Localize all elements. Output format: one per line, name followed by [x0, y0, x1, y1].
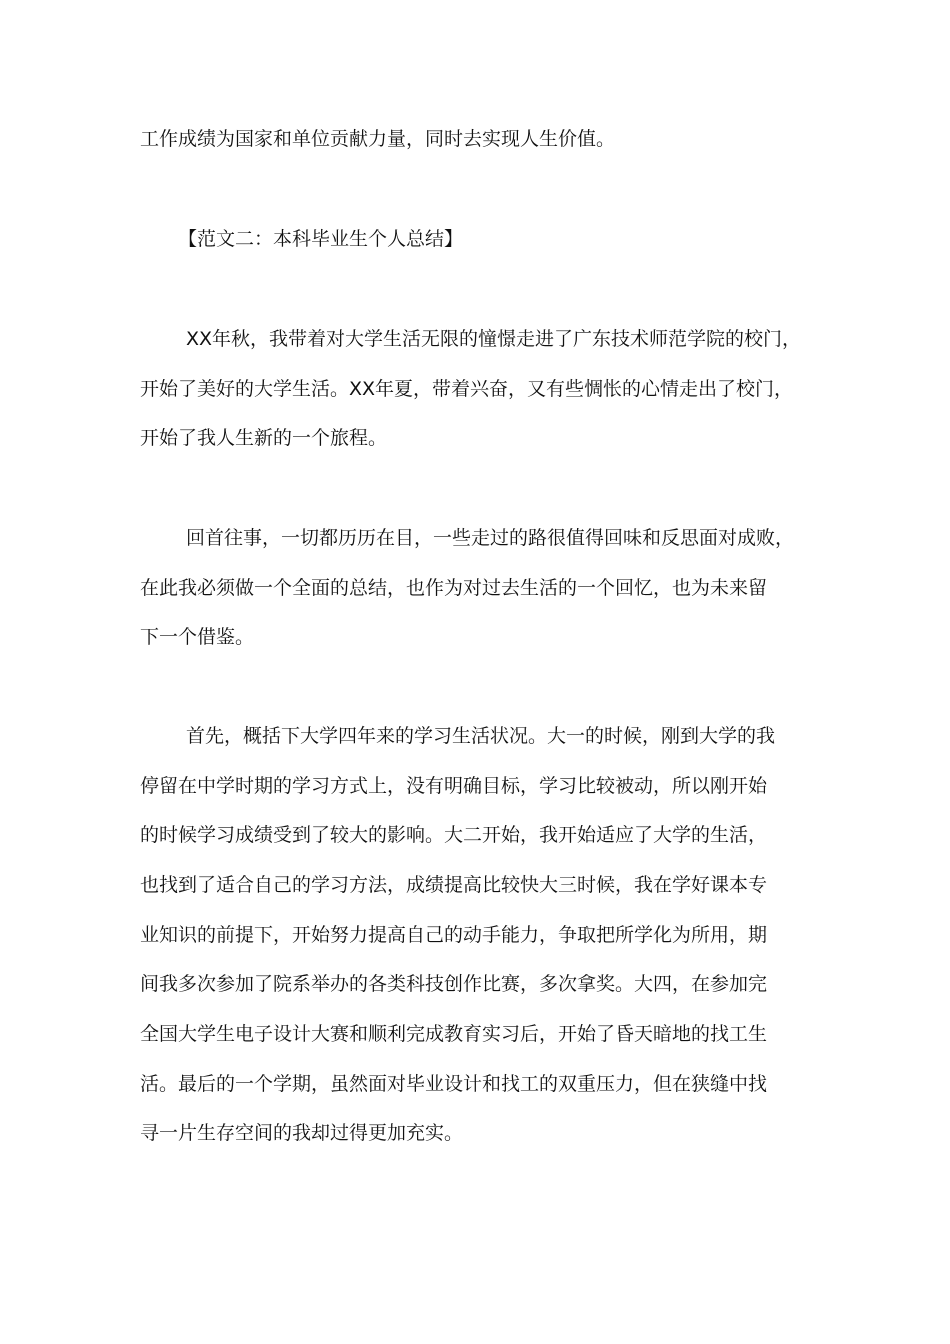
text-line: XX年秋，我带着对大学生活无限的憧憬走进了广东技术师范学院的校门， — [186, 328, 802, 350]
text-line: 活。最后的一个学期，虽然面对毕业设计和找工的双重压力，但在狭缝中找 — [140, 1073, 768, 1095]
text-line: 在此我必须做一个全面的总结，也作为对过去生活的一个回忆，也为未来留 — [140, 577, 768, 599]
text-line: 下一个借鉴。 — [140, 626, 255, 648]
text-line: 业知识的前提下，开始努力提高自己的动手能力，争取把所学化为所用，期 — [140, 924, 768, 946]
text-line: 寻一片生存空间的我却过得更加充实。 — [140, 1122, 464, 1144]
text-line: 开始了美好的大学生活。XX年夏，带着兴奋，又有些惆怅的心情走出了校门， — [140, 378, 794, 400]
text-line: 首先，概括下大学四年来的学习生活状况。大一的时候，刚到大学的我 — [186, 725, 776, 747]
text-line: 工作成绩为国家和单位贡献力量，同时去实现人生价值。 — [140, 128, 616, 150]
text-line: 开始了我人生新的一个旅程。 — [140, 427, 388, 449]
section-heading: 【范文二：本科毕业生个人总结】 — [178, 228, 464, 250]
text-line: 停留在中学时期的学习方式上，没有明确目标，学习比较被动，所以刚开始 — [140, 775, 768, 797]
text-line: 间我多次参加了院系举办的各类科技创作比赛，多次拿奖。大四，在参加完 — [140, 973, 768, 995]
text-line: 全国大学生电子设计大赛和顺利完成教育实习后，开始了昏天暗地的找工生 — [140, 1023, 768, 1045]
text-line: 的时候学习成绩受到了较大的影响。大二开始，我开始适应了大学的生活， — [140, 824, 768, 846]
text-line: 回首往事，一切都历历在目，一些走过的路很值得回味和反思面对成败， — [186, 527, 795, 549]
text-line: 也找到了适合自己的学习方法，成绩提高比较快大三时候，我在学好课本专 — [140, 874, 768, 896]
